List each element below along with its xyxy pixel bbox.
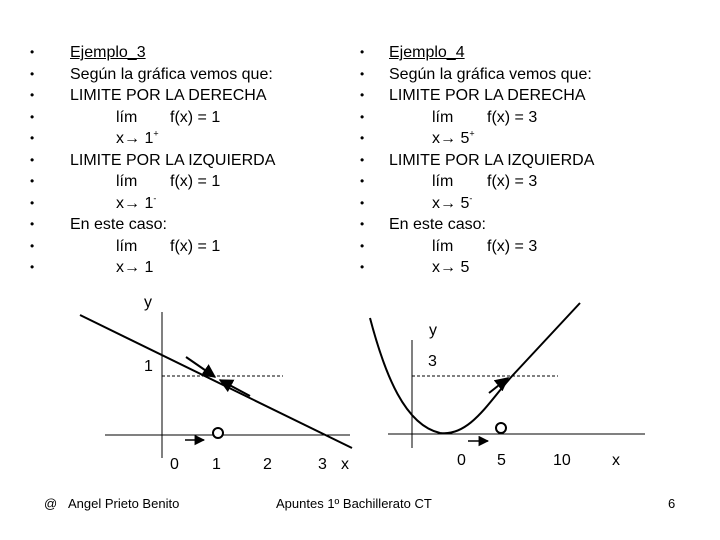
limit-value: f(x) = 1 bbox=[170, 108, 221, 126]
limit-value: f(x) = 3 bbox=[487, 108, 538, 126]
x-tick-label: 2 bbox=[263, 456, 272, 473]
bullet: • bbox=[360, 217, 365, 231]
bullet: • bbox=[30, 174, 35, 188]
x-axis-label: x bbox=[612, 452, 620, 469]
bullet: • bbox=[30, 109, 35, 124]
bullet: • bbox=[360, 260, 365, 274]
x-tick-label: 10 bbox=[553, 452, 571, 469]
limit-subscript: x→ 1+ bbox=[116, 128, 159, 147]
limit-subscript: x→ 5- bbox=[432, 193, 473, 212]
lim-word: lím bbox=[432, 173, 454, 190]
limit-value: f(x) = 3 bbox=[487, 237, 538, 255]
limit-subscript: x→ 1- bbox=[116, 193, 157, 212]
left-limit-heading: LIMITE POR LA IZQUIERDA bbox=[70, 151, 276, 169]
bullet: • bbox=[30, 260, 35, 274]
example-3-title: Ejemplo_3 bbox=[70, 44, 146, 61]
bullet: • bbox=[360, 88, 365, 102]
bullet: • bbox=[360, 238, 365, 253]
function-curve bbox=[370, 303, 580, 433]
footer-course: Apuntes 1º Bachillerato CT bbox=[276, 496, 432, 511]
bullet: • bbox=[360, 66, 365, 81]
graph-ejemplo-4 bbox=[370, 303, 645, 448]
bullet: • bbox=[30, 238, 35, 253]
arrow-from-right bbox=[220, 380, 250, 396]
bullet: • bbox=[30, 131, 35, 145]
x-tick-label: 3 bbox=[318, 456, 327, 473]
open-point bbox=[496, 423, 506, 433]
bullet: • bbox=[30, 88, 35, 102]
limit-subscript: x→ 5+ bbox=[432, 128, 475, 147]
bullet: • bbox=[360, 45, 365, 59]
limit-subscript: x→ 1 bbox=[116, 259, 154, 276]
lim-word: lím bbox=[116, 237, 138, 255]
x-tick-label: 5 bbox=[497, 452, 506, 469]
bullet: • bbox=[360, 174, 365, 188]
y-tick-label: 3 bbox=[428, 353, 437, 370]
x-tick-label: 0 bbox=[457, 452, 466, 469]
lim-word: lím bbox=[432, 108, 454, 126]
limit-value: f(x) = 1 bbox=[170, 237, 221, 255]
page-number: 6 bbox=[668, 496, 676, 511]
case-text: En este caso: bbox=[389, 216, 486, 233]
bullet: • bbox=[30, 66, 35, 81]
intro-text: Según la gráfica vemos que: bbox=[70, 65, 273, 83]
left-limit-heading: LIMITE POR LA IZQUIERDA bbox=[389, 151, 595, 169]
bullet: • bbox=[360, 152, 365, 167]
bullet: • bbox=[30, 217, 35, 231]
lim-word: lím bbox=[116, 108, 138, 126]
bullet: • bbox=[30, 45, 35, 59]
lim-word: lím bbox=[432, 237, 454, 255]
y-axis-label: y bbox=[429, 322, 437, 339]
limit-value: f(x) = 1 bbox=[170, 173, 221, 190]
right-limit-heading: LIMITE POR LA DERECHA bbox=[389, 87, 586, 104]
y-tick-label: 1 bbox=[144, 358, 153, 375]
graph-ejemplo-3 bbox=[80, 312, 352, 458]
lim-word: lím bbox=[116, 173, 138, 190]
limit-value: f(x) = 3 bbox=[487, 173, 538, 190]
intro-text: Según la gráfica vemos que: bbox=[389, 65, 592, 83]
bullet: • bbox=[360, 109, 365, 124]
case-text: En este caso: bbox=[70, 216, 167, 233]
example-4-title: Ejemplo_4 bbox=[389, 44, 465, 61]
y-axis-label: y bbox=[144, 294, 152, 311]
footer-symbol: @ bbox=[44, 496, 58, 511]
bullet: • bbox=[30, 152, 35, 167]
open-point bbox=[213, 428, 223, 438]
x-tick-label: 0 bbox=[170, 456, 179, 473]
bullet: • bbox=[30, 195, 35, 210]
limit-subscript: x→ 5 bbox=[432, 259, 470, 276]
x-tick-label: 1 bbox=[212, 456, 221, 473]
x-axis-label: x bbox=[341, 456, 349, 473]
bullet: • bbox=[360, 195, 365, 210]
bullet: • bbox=[360, 131, 365, 145]
right-limit-heading: LIMITE POR LA DERECHA bbox=[70, 87, 267, 104]
footer-author: Angel Prieto Benito bbox=[68, 496, 180, 511]
